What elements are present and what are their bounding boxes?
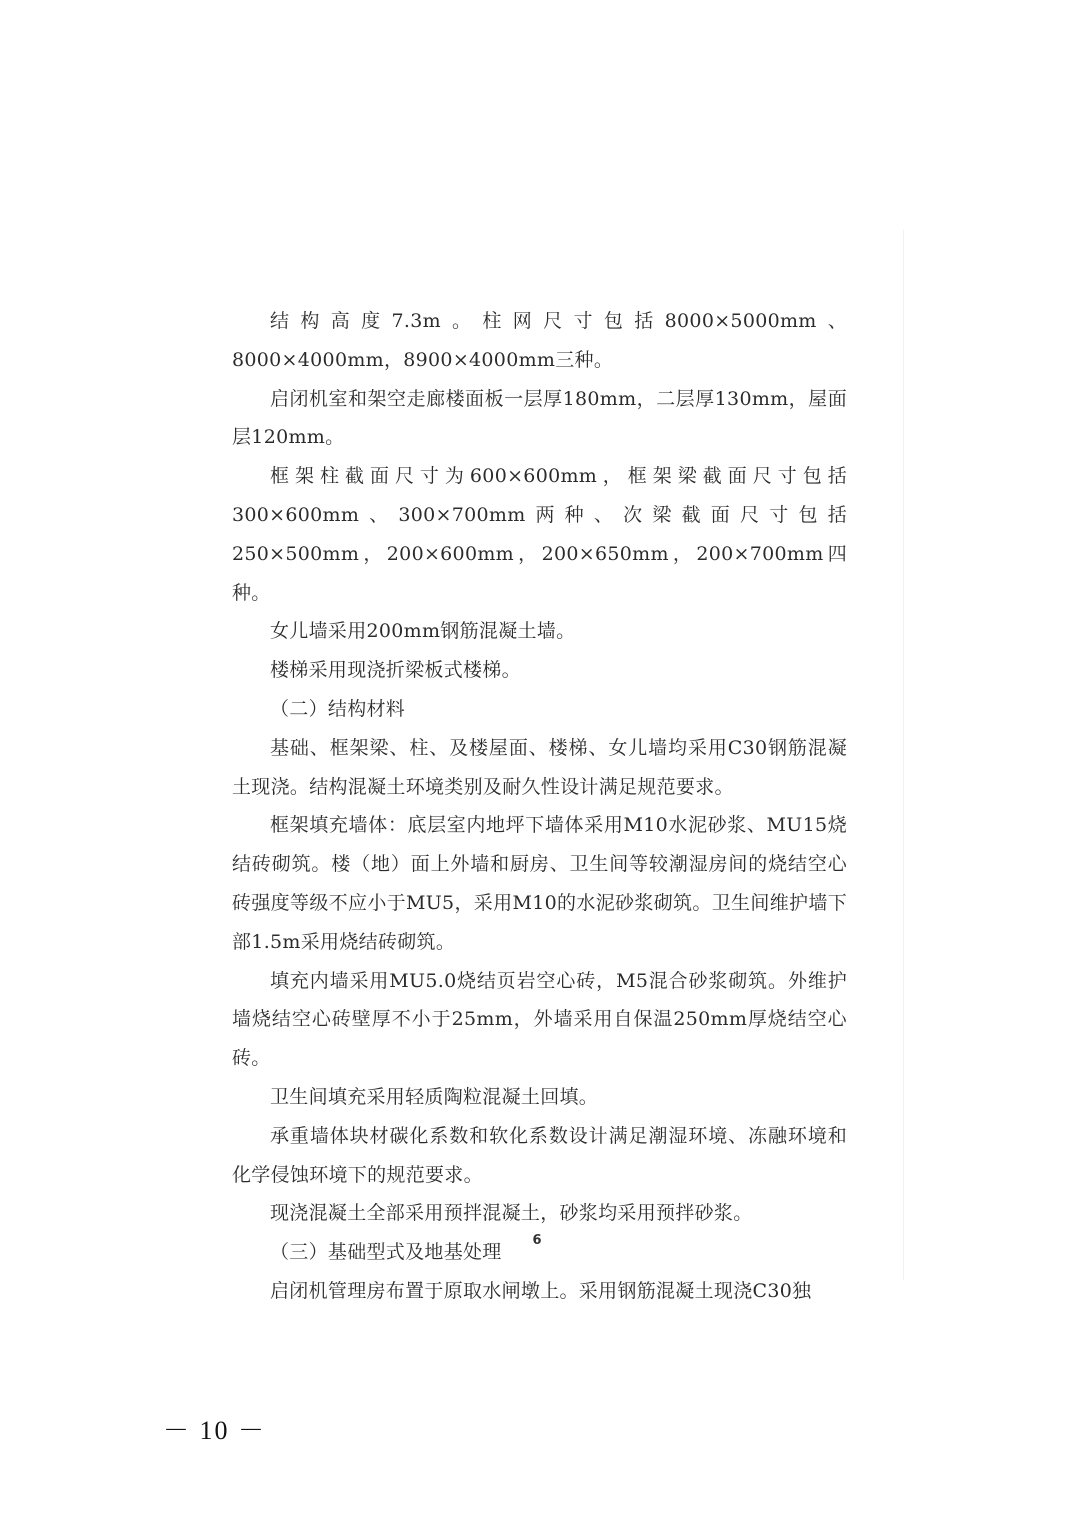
paragraph-floor-slab: 启闭机室和架空走廊楼面板一层厚180mm，二层厚130mm，屋面层120mm。 <box>232 387 847 449</box>
paragraph-durability: 承重墙体块材碳化系数和软化系数设计满足潮湿环境、冻融环境和化学侵蚀环境下的规范要求。 <box>232 1124 847 1186</box>
scan-edge-line <box>903 230 904 1280</box>
section-heading-foundation: （三）基础型式及地基处理 <box>270 1241 502 1264</box>
paragraph-stairs: 楼梯采用现浇折梁板式楼梯。 <box>270 659 521 682</box>
paragraph-parapet: 女儿墙采用200mm钢筋混凝土墙。 <box>270 620 576 643</box>
paragraph-concrete: 基础、框架梁、柱、及楼屋面、楼梯、女儿墙均采用C30钢筋混凝土现浇。结构混凝土环境类别及耐久性设计满足规范要求。 <box>232 736 847 798</box>
inner-page-number: 6 <box>532 1233 542 1248</box>
paragraph-inner-wall: 填充内墙采用MU5.0烧结页岩空心砖，M5混合砂浆砌筑。外维护墙烧结空心砖壁厚不小于25mm，外墙采用自保温250mm厚烧结空心砖。 <box>232 969 847 1070</box>
paragraph-foundation: 启闭机管理房布置于原取水闸墩上。采用钢筋混凝土现浇C30独 <box>270 1279 812 1302</box>
section-heading-materials: （二）结构材料 <box>270 697 406 720</box>
paragraph-section-sizes: 框架柱截面尺寸为600×600mm，框架梁截面尺寸包括300×600mm、300×700mm两种、次梁截面尺寸包括250×500mm，200×600mm，200×650mm，200×700mm四种。 <box>232 465 847 604</box>
body-text <box>232 302 847 1311</box>
paragraph-structure-height: 结构高度7.3m。柱网尺寸包括8000×5000mm、8000×4000mm，8900×4000mm三种。 <box>232 310 847 371</box>
outer-page-number: － 10 － <box>163 1416 267 1445</box>
paragraph-premixed: 现浇混凝土全部采用预拌混凝土，砂浆均采用预拌砂浆。 <box>270 1202 753 1225</box>
paragraph-bathroom-fill: 卫生间填充采用轻质陶粒混凝土回填。 <box>270 1085 599 1108</box>
paragraph-infill-wall: 框架填充墙体：底层室内地坪下墙体采用M10水泥砂浆、MU15烧结砖砌筑。楼（地）面上外墙和厨房、卫生间等较潮湿房间的烧结空心砖强度等级不应小于MU5，采用M10的水泥砂浆砌筑。卫生间维护墙下部1.5m采用烧结砖砌筑。 <box>232 814 847 953</box>
